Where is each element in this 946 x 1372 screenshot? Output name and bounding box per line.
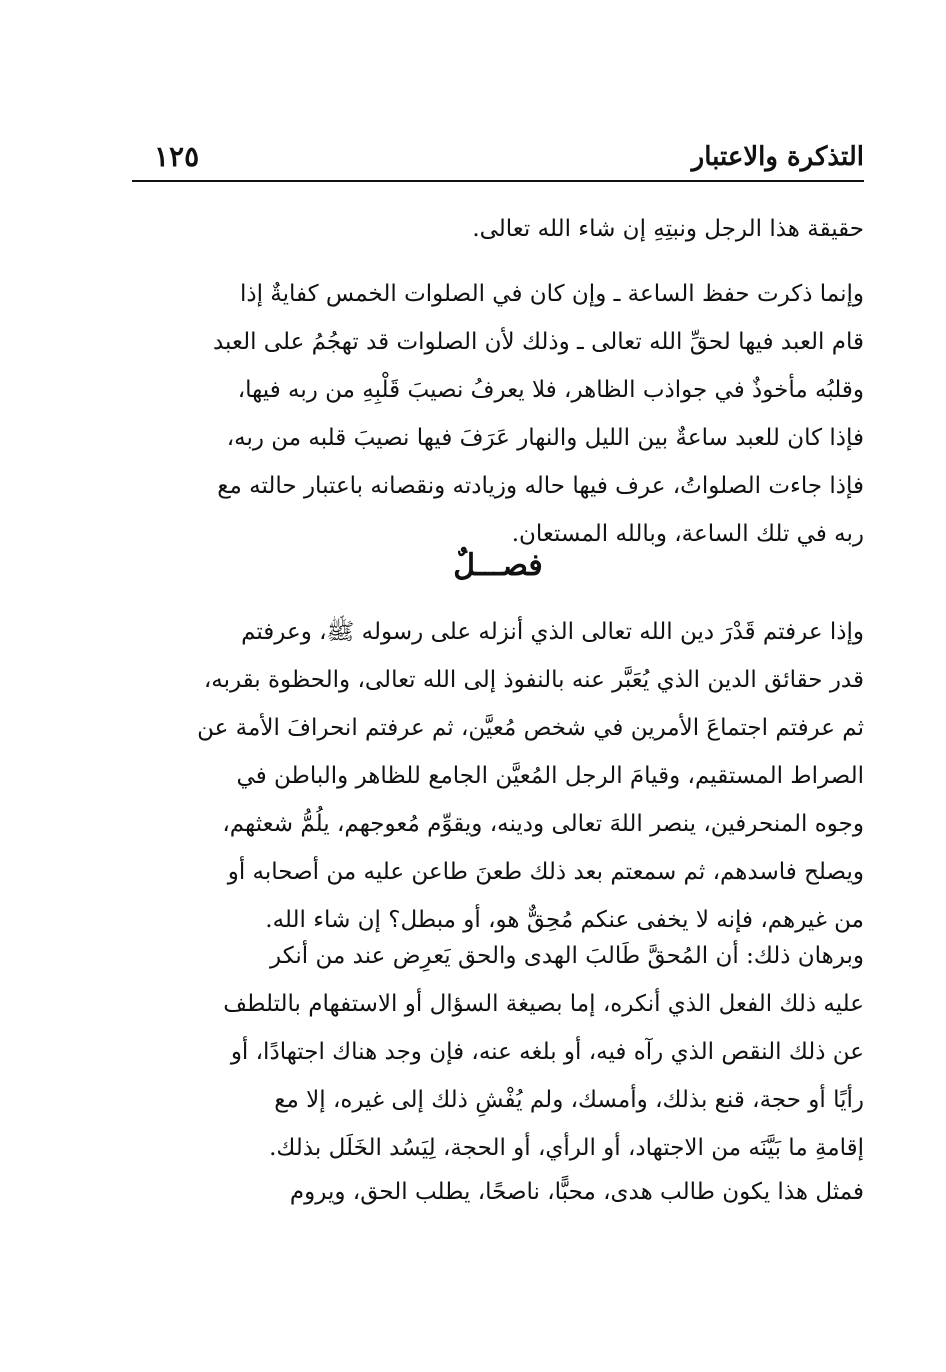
text-line: وجوه المنحرفين، ينصر اللهَ تعالى ودينه، ويقوِّم مُعوجهم، يلُمُّ شعثهم، <box>222 811 864 837</box>
text-line: فإذا كان للعبد ساعةٌ بين الليل والنهار عَرَفَ فيها نصيبَ قلبه من ربه، <box>226 425 864 451</box>
text-line: رأيًا أو حجة، قنع بذلك، وأمسك، ولم يُفْشِ ذلك إلى غيره، إلا مع <box>274 1087 864 1113</box>
text-line: وإنما ذكرت حفظ الساعة ـ وإن كان في الصلوات الخمس كفايةٌ إذا <box>239 281 864 307</box>
text-line: الصراط المستقيم، وقيامَ الرجل المُعيَّن الجامع للظاهر والباطن في <box>236 763 864 789</box>
text-line: قام العبد فيها لحقِّ الله تعالى ـ وذلك لأن الصلوات قد تهجُمُ على العبد <box>212 329 864 355</box>
text-line: فإذا جاءت الصلواتُ، عرف فيها حاله وزيادته ونقصانه باعتبار حالته مع <box>217 473 864 499</box>
paragraph <box>132 205 864 253</box>
text-line: ويصلح فاسدهم، ثم سمعتم بعد ذلك طعنَ طاعن عليه من أصحابه أو <box>227 859 864 885</box>
text-line: وإذا عرفتم قَدْرَ دين الله تعالى الذي أنزله على رسوله ﷺ، وعرفتم <box>241 619 864 645</box>
running-title: التذكرة والاعتبار <box>691 142 864 172</box>
text-line: ثم عرفتم اجتماعَ الأمرين في شخص مُعيَّن، ثم عرفتم انحرافَ الأمة عن <box>197 715 864 741</box>
text-line: من غيرهم، فإنه لا يخفى عنكم مُحِقٌّ هو، أو مبطل؟ إن شاء الله. <box>265 907 864 933</box>
text-line: قدر حقائق الدين الذي يُعَبَّر عنه بالنفوذ إلى الله تعالى، والحظوة بقربه، <box>203 667 864 693</box>
text-line: ربه في تلك الساعة، وبالله المستعان. <box>511 521 864 547</box>
text-line: وقلبُه مأخوذٌ في جواذب الظاهر، فلا يعرفُ نصيبَ قَلْبِهِ من ربه فيها، <box>237 377 864 403</box>
text-line: عليه ذلك الفعل الذي أنكره، إما بصيغة السؤال أو الاستفهام بالتلطف <box>223 991 864 1017</box>
paragraph <box>132 608 864 944</box>
page-number: ١٢٥ <box>154 140 200 173</box>
paragraph <box>132 1168 864 1216</box>
text-line: وبرهان ذلك: أن المُحقَّ طَالبَ الهدى والحق يَعرِض عند من أنكر <box>270 943 864 969</box>
text-line: إقامةِ ما بَيَّنَه من الاجتهاد، أو الرأي، أو الحجة، لِيَسُد الخَلَل بذلك. <box>269 1135 864 1161</box>
section-heading: فصـــلٌ <box>453 548 543 583</box>
paragraph <box>132 932 864 1172</box>
paragraph <box>132 270 864 558</box>
text-line: فمثل هذا يكون طالب هدى، محبًّا، ناصحًا، يطلب الحق، ويروم <box>289 1179 864 1205</box>
text-line: حقيقة هذا الرجل ونبتِهِ إن شاء الله تعالى. <box>472 216 864 242</box>
page-header <box>132 136 864 182</box>
text-line: عن ذلك النقص الذي رآه فيه، أو بلغه عنه، فإن وجد هناك اجتهادًا، أو <box>230 1039 864 1065</box>
